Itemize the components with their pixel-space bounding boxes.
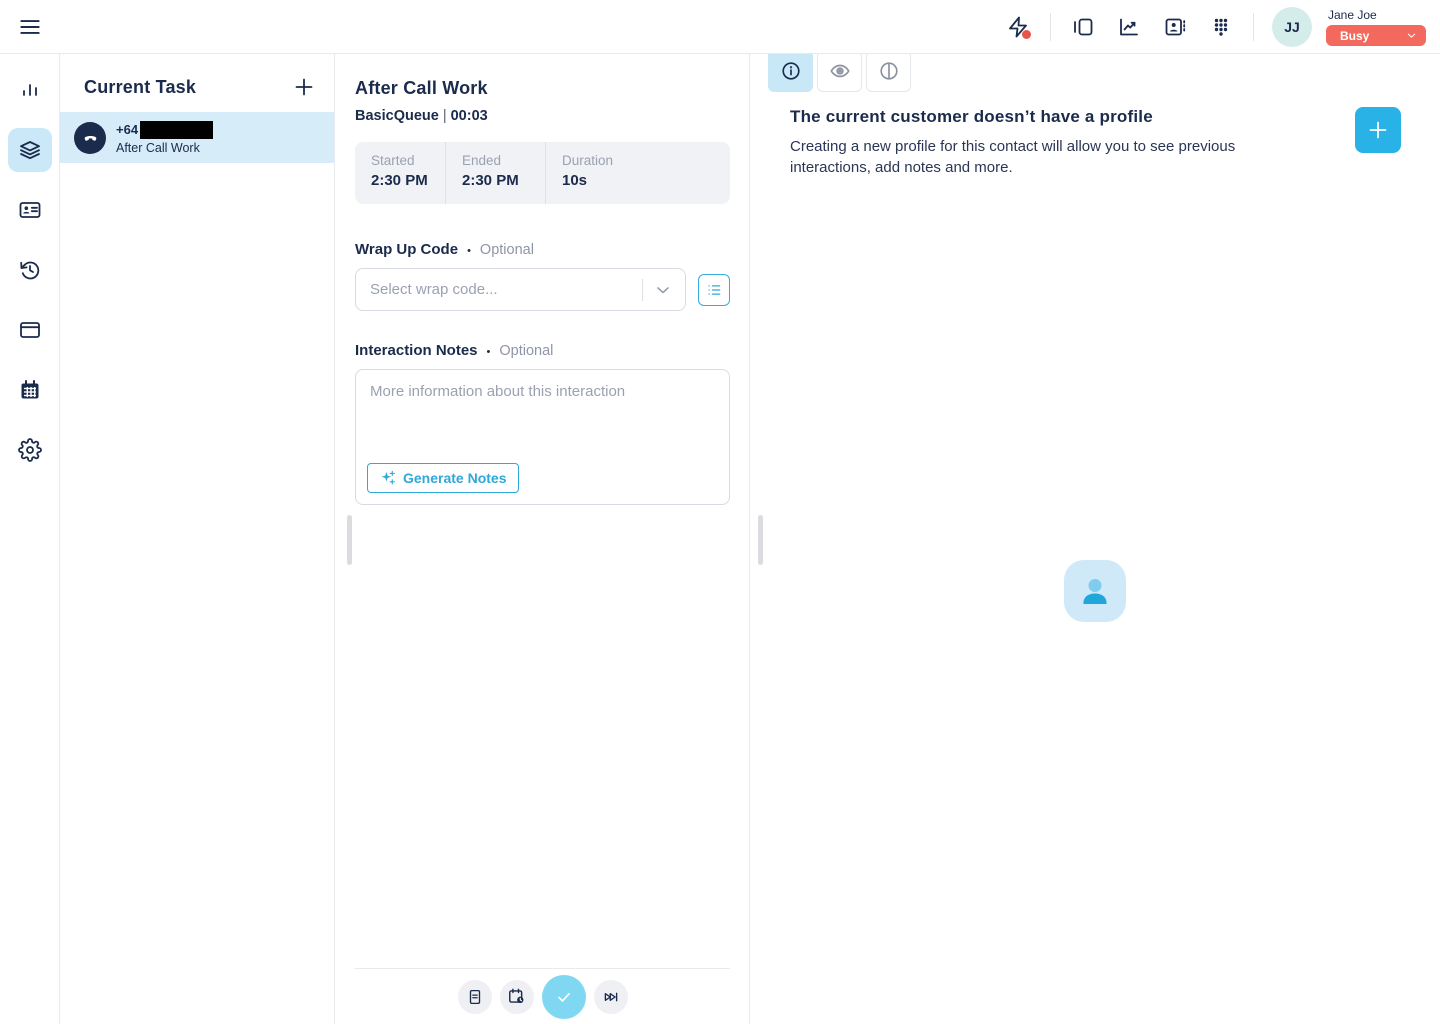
schedule-callback-button[interactable] bbox=[500, 980, 534, 1014]
no-profile-description: Creating a new profile for this contact will allow you to see previous interactions, add notes and more. bbox=[790, 138, 1236, 176]
summary-label: Started bbox=[371, 153, 415, 168]
hamburger-menu-button[interactable] bbox=[16, 13, 44, 41]
tab-customer-insights[interactable] bbox=[866, 50, 911, 92]
bullet-separator: • bbox=[467, 245, 471, 257]
gear-icon bbox=[18, 438, 42, 462]
calendar-icon bbox=[18, 378, 42, 402]
tab-customer-view[interactable] bbox=[817, 50, 862, 92]
chevron-down-icon[interactable] bbox=[653, 280, 673, 300]
app-sidebar bbox=[0, 54, 60, 1024]
plus-icon bbox=[1366, 118, 1390, 142]
skip-forward-icon bbox=[602, 988, 620, 1006]
split-circle-icon bbox=[878, 60, 900, 82]
check-icon bbox=[553, 986, 575, 1008]
generate-notes-button[interactable] bbox=[367, 463, 519, 493]
contact-card-icon bbox=[1163, 15, 1187, 39]
tab-customer-info[interactable] bbox=[768, 50, 813, 92]
panels-icon bbox=[1071, 15, 1095, 39]
summary-value: 10s bbox=[562, 172, 588, 189]
calendar-clock-icon bbox=[507, 987, 526, 1006]
dialpad-button[interactable] bbox=[1203, 9, 1239, 45]
optional-label: Optional bbox=[499, 343, 554, 359]
browser-window-icon bbox=[18, 318, 42, 342]
task-state-label: After Call Work bbox=[116, 140, 200, 155]
phone-prefix: +64 bbox=[116, 122, 139, 137]
acw-subtitle bbox=[355, 108, 730, 124]
acw-title: After Call Work bbox=[355, 78, 488, 98]
summary-value: 2:30 PM bbox=[371, 172, 428, 189]
task-list-item[interactable] bbox=[60, 112, 334, 163]
customer-profile-panel bbox=[750, 54, 1440, 1024]
wrap-up-code-label-row bbox=[355, 241, 730, 258]
panels-view-button[interactable] bbox=[1065, 9, 1101, 45]
summary-label: Duration bbox=[562, 153, 614, 168]
contact-card-icon bbox=[18, 198, 42, 222]
eye-icon bbox=[829, 60, 851, 82]
sidebar-item-settings[interactable] bbox=[8, 428, 52, 472]
line-chart-icon bbox=[1117, 15, 1141, 39]
directory-button[interactable] bbox=[1157, 9, 1193, 45]
wrap-up-code-row bbox=[355, 268, 730, 311]
bullet-list-icon bbox=[705, 281, 723, 299]
select-divider bbox=[642, 279, 643, 301]
summary-started bbox=[355, 142, 445, 204]
generate-notes-label: Generate Notes bbox=[403, 470, 507, 486]
optional-label: Optional bbox=[479, 242, 534, 258]
subtitle-separator: | bbox=[442, 108, 447, 124]
status-dropdown-button[interactable] bbox=[1326, 25, 1426, 46]
task-item-texts bbox=[116, 121, 213, 155]
history-icon bbox=[18, 258, 42, 282]
panel-resize-handle[interactable] bbox=[347, 515, 352, 565]
sidebar-item-contacts[interactable] bbox=[8, 188, 52, 232]
acw-footer-actions bbox=[355, 968, 730, 1024]
customer-header-texts bbox=[790, 107, 1270, 178]
topbar-divider bbox=[1253, 13, 1254, 41]
wrap-code-list-button[interactable] bbox=[698, 274, 730, 306]
customer-panel-tabs bbox=[750, 50, 1440, 92]
current-task-title: Current Task bbox=[84, 76, 197, 97]
complete-task-button[interactable] bbox=[542, 975, 586, 1019]
notification-dot bbox=[1022, 30, 1031, 39]
user-info bbox=[1326, 8, 1426, 46]
task-phone-number bbox=[116, 121, 213, 139]
metrics-button[interactable] bbox=[1111, 9, 1147, 45]
queue-name: BasicQueue bbox=[355, 108, 439, 124]
sidebar-item-history[interactable] bbox=[8, 248, 52, 292]
phone-ended-icon bbox=[74, 122, 106, 154]
topbar-divider bbox=[1050, 13, 1051, 41]
wrap-code-select-input[interactable] bbox=[356, 269, 685, 310]
summary-ended bbox=[445, 142, 545, 204]
user-initials: JJ bbox=[1284, 19, 1300, 35]
plus-icon bbox=[292, 75, 316, 99]
bar-chart-icon bbox=[18, 78, 42, 102]
quick-actions-button[interactable] bbox=[1000, 9, 1036, 45]
notes-document-button[interactable] bbox=[458, 980, 492, 1014]
interaction-notes-label: Interaction Notes bbox=[355, 342, 478, 359]
interaction-notes-label-row bbox=[355, 342, 730, 359]
after-call-work-panel bbox=[335, 54, 750, 1024]
sidebar-item-calendar[interactable] bbox=[8, 368, 52, 412]
no-profile-heading: The current customer doesn’t have a profile bbox=[790, 107, 1153, 126]
wrap-code-select[interactable] bbox=[355, 268, 686, 311]
hamburger-icon bbox=[17, 14, 43, 40]
summary-label: Ended bbox=[462, 153, 502, 168]
interaction-notes-box bbox=[355, 369, 730, 505]
summary-duration bbox=[545, 142, 629, 204]
redacted-phone-number bbox=[140, 121, 213, 139]
add-task-button[interactable] bbox=[290, 73, 318, 101]
summary-value: 2:30 PM bbox=[462, 172, 519, 189]
sidebar-item-metrics[interactable] bbox=[8, 68, 52, 112]
user-avatar[interactable] bbox=[1272, 7, 1312, 47]
sidebar-item-tasks[interactable] bbox=[8, 128, 52, 172]
customer-placeholder-avatar bbox=[1064, 560, 1126, 622]
chevron-down-icon bbox=[1405, 29, 1418, 42]
customer-header bbox=[750, 92, 1440, 178]
sparkle-icon bbox=[380, 470, 396, 486]
create-profile-button[interactable] bbox=[1355, 107, 1401, 153]
wrap-up-code-label: Wrap Up Code bbox=[355, 241, 459, 258]
document-icon bbox=[466, 988, 484, 1006]
acw-timer: 00:03 bbox=[450, 108, 488, 124]
bullet-separator: • bbox=[486, 346, 491, 358]
panel-resize-handle[interactable] bbox=[758, 515, 763, 565]
status-label: Busy bbox=[1340, 28, 1370, 43]
layers-icon bbox=[18, 138, 42, 162]
call-summary-card bbox=[355, 142, 730, 204]
current-task-header bbox=[60, 54, 334, 110]
topbar-right-cluster bbox=[1000, 0, 1426, 54]
info-icon bbox=[780, 60, 802, 82]
person-icon bbox=[1077, 573, 1113, 609]
sidebar-item-browser[interactable] bbox=[8, 308, 52, 352]
current-task-panel bbox=[60, 54, 335, 1024]
dialpad-icon bbox=[1209, 15, 1233, 39]
top-bar bbox=[0, 0, 1440, 54]
user-name: Jane Joe bbox=[1328, 8, 1377, 22]
skip-button[interactable] bbox=[594, 980, 628, 1014]
